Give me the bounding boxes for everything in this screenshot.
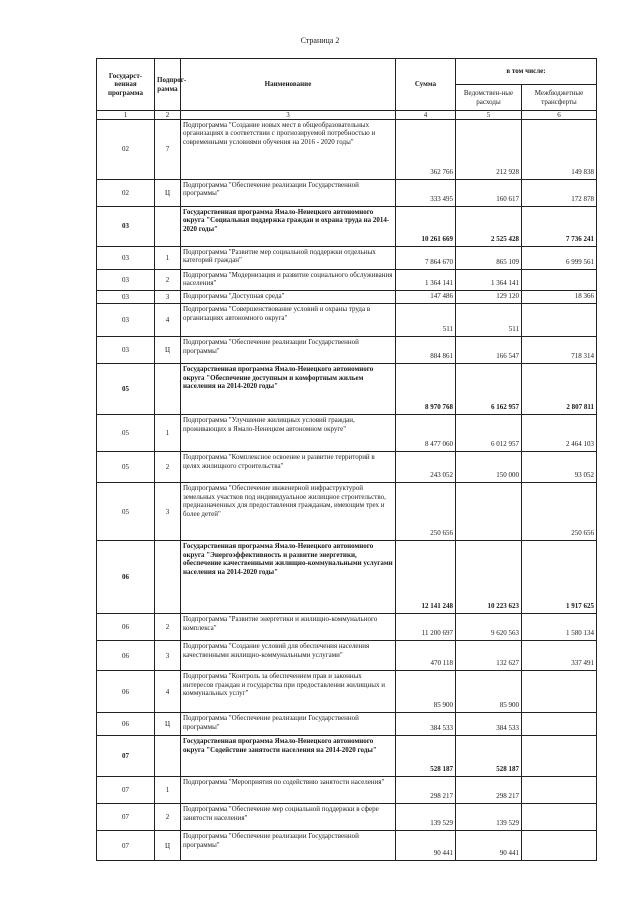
sum-value: 362 766 — [396, 120, 456, 180]
departmental-value: 90 441 — [456, 831, 522, 861]
sum-value: 333 495 — [396, 180, 456, 207]
transfer-value: 7 736 241 — [522, 207, 597, 247]
sum-value: 1 364 141 — [396, 270, 456, 291]
sum-value: 90 441 — [396, 831, 456, 861]
program-code: 07 — [97, 831, 155, 861]
departmental-value: 865 109 — [456, 247, 522, 270]
transfer-value: 2 807 811 — [522, 364, 597, 415]
subprogram-row — [97, 831, 597, 861]
subprogram-code: Ц — [155, 831, 181, 861]
subprogram-code — [155, 364, 181, 415]
sum-value: 8 970 768 — [396, 364, 456, 415]
subprogram-code: 4 — [155, 671, 181, 713]
sum-value: 884 861 — [396, 337, 456, 364]
sum-value: 12 141 248 — [396, 541, 456, 614]
subprogram-row — [97, 452, 597, 483]
transfer-value — [522, 270, 597, 291]
departmental-value: 6 162 957 — [456, 364, 522, 415]
transfer-value: 250 656 — [522, 483, 597, 541]
program-row — [97, 736, 597, 777]
transfer-value: 18 366 — [522, 291, 597, 304]
transfer-value: 149 838 — [522, 120, 597, 180]
sum-value: 511 — [396, 304, 456, 337]
transfer-value: 2 464 103 — [522, 415, 597, 452]
sum-value: 11 200 697 — [396, 614, 456, 641]
transfer-value: 337 491 — [522, 641, 597, 671]
program-code: 03 — [97, 291, 155, 304]
header-sum: Сумма — [396, 59, 456, 111]
column-number: 3 — [181, 111, 396, 120]
transfer-value: 93 052 — [522, 452, 597, 483]
departmental-value: 528 187 — [456, 736, 522, 777]
item-name: Подпрограмма "Обеспечение реализации Государственной программы" — [181, 713, 396, 736]
subprogram-code: 3 — [155, 291, 181, 304]
item-name: Государственная программа Ямало-Ненецкого автономного округа "Содействие занятости населения на 2014-2020 годы" — [181, 736, 396, 777]
sum-value: 243 052 — [396, 452, 456, 483]
header-transfers: Межбюджетные трансферты — [522, 85, 597, 111]
program-code: 05 — [97, 415, 155, 452]
departmental-value: 132 627 — [456, 641, 522, 671]
sum-value: 528 187 — [396, 736, 456, 777]
program-code: 03 — [97, 207, 155, 247]
program-code: 07 — [97, 736, 155, 777]
sum-value: 8 477 060 — [396, 415, 456, 452]
subprogram-row — [97, 120, 597, 180]
item-name: Подпрограмма "Обеспечение реализации Государственной программы" — [181, 831, 396, 861]
sum-value: 298 217 — [396, 777, 456, 804]
subprogram-row — [97, 713, 597, 736]
transfer-value: 1 917 625 — [522, 541, 597, 614]
departmental-value: 85 900 — [456, 671, 522, 713]
subprogram-row — [97, 304, 597, 337]
departmental-value: 6 012 957 — [456, 415, 522, 452]
subprogram-row — [97, 777, 597, 804]
departmental-value: 166 547 — [456, 337, 522, 364]
subprogram-code: 3 — [155, 641, 181, 671]
subprogram-code: Ц — [155, 713, 181, 736]
sum-value: 250 656 — [396, 483, 456, 541]
program-row — [97, 364, 597, 415]
departmental-value: 150 000 — [456, 452, 522, 483]
subprogram-row — [97, 641, 597, 671]
sum-value: 147 486 — [396, 291, 456, 304]
subprogram-code: Ц — [155, 337, 181, 364]
transfer-value: 172 878 — [522, 180, 597, 207]
item-name: Подпрограмма "Комплексное освоение и развитие территорий в целях жилищного строительства" — [181, 452, 396, 483]
subprogram-code: 2 — [155, 452, 181, 483]
header-departmental: Ведомствен-ные расходы — [456, 85, 522, 111]
column-number: 4 — [396, 111, 456, 120]
header-subprogram: Подпрог-рамма — [155, 59, 181, 111]
program-code: 02 — [97, 180, 155, 207]
header-name: Наименование — [181, 59, 396, 111]
transfer-value: 6 999 561 — [522, 247, 597, 270]
program-code: 06 — [97, 641, 155, 671]
item-name: Подпрограмма "Создание новых мест в общеобразовательных организациях в соответствии с прогнозируемой потребностью и современными условиями обучения на 2016 - 2020 годы" — [181, 120, 396, 180]
program-code: 06 — [97, 541, 155, 614]
departmental-value: 10 223 623 — [456, 541, 522, 614]
program-code: 03 — [97, 304, 155, 337]
program-code: 06 — [97, 614, 155, 641]
subprogram-row — [97, 247, 597, 270]
subprogram-code — [155, 207, 181, 247]
transfer-value — [522, 804, 597, 831]
program-row — [97, 541, 597, 614]
program-code: 07 — [97, 804, 155, 831]
subprogram-code: 1 — [155, 415, 181, 452]
page-title: Страница 2 — [300, 36, 340, 45]
subprogram-row — [97, 415, 597, 452]
item-name: Подпрограмма "Совершенствование условий и охраны труда в организациях автономного округа" — [181, 304, 396, 337]
sum-value: 85 900 — [396, 671, 456, 713]
budget-table — [96, 58, 597, 861]
item-name: Государственная программа Ямало-Ненецкого автономного округа "Энергоэффективность и развитие энергетики, обеспечение качественными жилищно-коммунальными услугами населения на 2014-2020 годы" — [181, 541, 396, 614]
program-code: 05 — [97, 483, 155, 541]
program-code: 06 — [97, 713, 155, 736]
subprogram-row — [97, 291, 597, 304]
subprogram-code: 3 — [155, 483, 181, 541]
subprogram-code: 1 — [155, 247, 181, 270]
departmental-value: 2 525 428 — [456, 207, 522, 247]
departmental-value: 9 620 563 — [456, 614, 522, 641]
header-program: Государст-венная программа — [97, 59, 155, 111]
transfer-value — [522, 671, 597, 713]
transfer-value — [522, 831, 597, 861]
item-name: Подпрограмма "Модернизация и развитие социального обслуживания населения" — [181, 270, 396, 291]
header-including: в том числе: — [456, 59, 597, 85]
program-code: 03 — [97, 247, 155, 270]
subprogram-row — [97, 671, 597, 713]
item-name: Подпрограмма "Мероприятия по содействию занятости населения" — [181, 777, 396, 804]
transfer-value — [522, 713, 597, 736]
subprogram-row — [97, 270, 597, 291]
subprogram-code: 1 — [155, 777, 181, 804]
program-code: 03 — [97, 337, 155, 364]
item-name: Подпрограмма "Обеспечение мер социальной поддержки в сфере занятости населения" — [181, 804, 396, 831]
item-name: Подпрограмма "Развитие энергетики и жилищно-коммунального комплекса" — [181, 614, 396, 641]
item-name: Подпрограмма "Контроль за обеспечением прав и законных интересов граждан и государства при предоставлении жилищных и коммунальных услуг" — [181, 671, 396, 713]
subprogram-row — [97, 180, 597, 207]
subprogram-code: 7 — [155, 120, 181, 180]
transfer-value: 718 314 — [522, 337, 597, 364]
program-row — [97, 207, 597, 247]
departmental-value: 511 — [456, 304, 522, 337]
sum-value: 470 118 — [396, 641, 456, 671]
subprogram-code: 2 — [155, 804, 181, 831]
sum-value: 139 529 — [396, 804, 456, 831]
departmental-value — [456, 483, 522, 541]
program-code: 05 — [97, 452, 155, 483]
program-code: 05 — [97, 364, 155, 415]
item-name: Государственная программа Ямало-Ненецкого автономного округа "Социальная поддержка граждан и охрана труда на 2014-2020 годы" — [181, 207, 396, 247]
subprogram-row — [97, 337, 597, 364]
subprogram-code — [155, 736, 181, 777]
item-name: Подпрограмма "Обеспечение инженерной инфраструктурой земельных участков под индивидуальное жилищное строительство, предназначенных для предоставления гражданам, имеющим трех и более детей" — [181, 483, 396, 541]
item-name: Подпрограмма "Доступная среда" — [181, 291, 396, 304]
program-code: 03 — [97, 270, 155, 291]
transfer-value: 1 580 134 — [522, 614, 597, 641]
table-body — [97, 120, 597, 861]
sum-value: 384 533 — [396, 713, 456, 736]
sum-value: 7 864 670 — [396, 247, 456, 270]
column-number: 6 — [522, 111, 597, 120]
subprogram-code: 4 — [155, 304, 181, 337]
departmental-value: 139 529 — [456, 804, 522, 831]
departmental-value: 129 120 — [456, 291, 522, 304]
transfer-value — [522, 777, 597, 804]
item-name: Подпрограмма "Обеспечение реализации Государственной программы" — [181, 180, 396, 207]
departmental-value: 384 533 — [456, 713, 522, 736]
program-code: 02 — [97, 120, 155, 180]
item-name: Подпрограмма "Развитие мер социальной поддержки отдельных категорий граждан" — [181, 247, 396, 270]
item-name: Государственная программа Ямало-Ненецкого автономного округа "Обеспечение доступным и комфортным жильем населения на 2014-2020 годы" — [181, 364, 396, 415]
departmental-value: 298 217 — [456, 777, 522, 804]
departmental-value: 212 928 — [456, 120, 522, 180]
subprogram-code: 2 — [155, 270, 181, 291]
item-name: Подпрограмма "Создание условий для обеспечения населения качественными жилищно-коммунальными услугами" — [181, 641, 396, 671]
transfer-value — [522, 304, 597, 337]
subprogram-code: 2 — [155, 614, 181, 641]
column-number: 5 — [456, 111, 522, 120]
column-number: 2 — [155, 111, 181, 120]
column-number: 1 — [97, 111, 155, 120]
subprogram-row — [97, 483, 597, 541]
subprogram-row — [97, 614, 597, 641]
subprogram-code — [155, 541, 181, 614]
item-name: Подпрограмма "Улучшение жилищных условий граждан, проживающих в Ямало-Ненецком автономном округе" — [181, 415, 396, 452]
program-code: 07 — [97, 777, 155, 804]
sum-value: 10 261 669 — [396, 207, 456, 247]
departmental-value: 160 617 — [456, 180, 522, 207]
item-name: Подпрограмма "Обеспечение реализации Государственной программы" — [181, 337, 396, 364]
program-code: 06 — [97, 671, 155, 713]
transfer-value — [522, 736, 597, 777]
subprogram-row — [97, 804, 597, 831]
subprogram-code: Ц — [155, 180, 181, 207]
departmental-value: 1 364 141 — [456, 270, 522, 291]
